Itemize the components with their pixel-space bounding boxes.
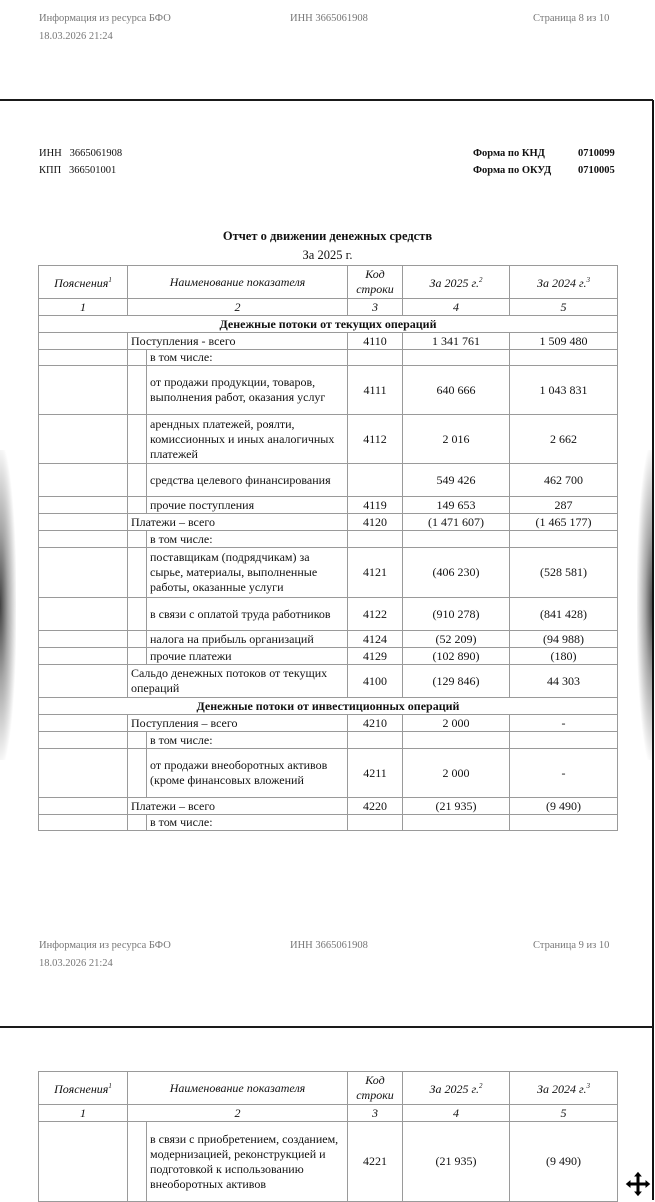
knd-label: Форма по КНД xyxy=(473,148,545,159)
notes-cell xyxy=(39,464,128,497)
section-row xyxy=(39,698,618,715)
table-header-row xyxy=(39,1072,618,1105)
indent-cell xyxy=(128,350,147,366)
value-previous xyxy=(510,350,618,366)
col-number: 3 xyxy=(348,1105,403,1122)
page-separator xyxy=(0,1026,653,1028)
row-name: в связи с оплатой труда работников xyxy=(147,598,348,631)
value-current: 640 666 xyxy=(403,366,510,415)
notes-cell xyxy=(39,715,128,732)
value-previous: (94 988) xyxy=(510,631,618,648)
page-number: Страница 9 из 10 xyxy=(533,940,610,951)
knd-value: 0710099 xyxy=(578,148,615,159)
table-row xyxy=(39,665,618,698)
col-number: 3 xyxy=(348,299,403,316)
row-name: в том числе: xyxy=(147,531,348,548)
section-row xyxy=(39,316,618,333)
row-name: прочие платежи xyxy=(147,648,348,665)
row-name: от продажи внеоборотных активов (кроме финансовых вложений xyxy=(147,749,348,798)
value-previous: 462 700 xyxy=(510,464,618,497)
notes-cell xyxy=(39,531,128,548)
value-previous: (180) xyxy=(510,648,618,665)
value-previous: (1 465 177) xyxy=(510,514,618,531)
value-current: (406 230) xyxy=(403,548,510,598)
col-header-name: Наименование показателя xyxy=(128,1072,348,1105)
value-current: (910 278) xyxy=(403,598,510,631)
notes-cell xyxy=(39,665,128,698)
value-previous: (841 428) xyxy=(510,598,618,631)
table-row xyxy=(39,648,618,665)
table-row xyxy=(39,415,618,464)
col-header-notes: Пояснения$^1$ xyxy=(39,1072,128,1105)
section-investing: Денежные потоки от инвестиционных операций xyxy=(39,698,618,715)
value-current xyxy=(403,350,510,366)
value-current: (21 935) xyxy=(403,798,510,815)
value-previous: 1 509 480 xyxy=(510,333,618,350)
notes-cell xyxy=(39,548,128,598)
notes-cell xyxy=(39,815,128,831)
row-name: налога на прибыль организаций xyxy=(147,631,348,648)
value-previous: (528 581) xyxy=(510,548,618,598)
col-number: 5 xyxy=(510,299,618,316)
table-row xyxy=(39,548,618,598)
source-label: Информация из ресурса БФО xyxy=(39,13,171,24)
okud-value: 0710005 xyxy=(578,165,615,176)
indent-cell xyxy=(128,531,147,548)
value-previous: - xyxy=(510,715,618,732)
row-name: Поступления - всего xyxy=(128,333,348,350)
cash-flow-table-continued xyxy=(38,1071,618,1202)
cash-flow-table xyxy=(38,265,618,831)
value-current: (52 209) xyxy=(403,631,510,648)
indent-cell xyxy=(128,464,147,497)
col-number: 4 xyxy=(403,1105,510,1122)
notes-cell xyxy=(39,415,128,464)
col-number: 1 xyxy=(39,1105,128,1122)
col-header-name: Наименование показателя xyxy=(128,266,348,299)
notes-cell xyxy=(39,648,128,665)
table-row xyxy=(39,497,618,514)
notes-cell xyxy=(39,497,128,514)
header-inn: ИНН 3665061908 xyxy=(290,940,368,951)
report-title: Отчет о движении денежных средств xyxy=(222,229,433,243)
table-row xyxy=(39,598,618,631)
value-previous xyxy=(510,531,618,548)
row-code: 4124 xyxy=(348,631,403,648)
move-cursor-icon xyxy=(624,1170,652,1198)
value-current: (1 471 607) xyxy=(403,514,510,531)
notes-cell xyxy=(39,366,128,415)
indent-cell xyxy=(128,732,147,749)
value-current: 149 653 xyxy=(403,497,510,514)
section-operating: Денежные потоки от текущих операций xyxy=(39,316,618,333)
value-previous: 1 043 831 xyxy=(510,366,618,415)
indent-cell xyxy=(128,749,147,798)
col-header-code: Код строки xyxy=(348,1072,403,1105)
value-current: 2 000 xyxy=(403,715,510,732)
company-ids xyxy=(39,145,122,179)
row-name: в том числе: xyxy=(147,350,348,366)
value-current: 2 000 xyxy=(403,749,510,798)
col-header-code: Код строки xyxy=(348,266,403,299)
table-row xyxy=(39,798,618,815)
notes-cell xyxy=(39,1122,128,1202)
indent-cell xyxy=(128,497,147,514)
kpp-value: 366501001 xyxy=(69,165,117,176)
generated-datetime: 18.03.2026 21:24 xyxy=(39,31,113,42)
row-name: в том числе: xyxy=(147,815,348,831)
row-name: поставщикам (подрядчикам) за сырье, материалы, выполненные работы, оказанные услуги xyxy=(147,548,348,598)
indent-cell xyxy=(128,648,147,665)
indent-cell xyxy=(128,548,147,598)
table-row xyxy=(39,815,618,831)
row-name: арендных платежей, роялти, комиссионных и иных аналогичных платежей xyxy=(147,415,348,464)
generated-datetime: 18.03.2026 21:24 xyxy=(39,958,113,969)
page-number: Страница 8 из 10 xyxy=(533,13,610,24)
row-name: Платежи – всего xyxy=(128,514,348,531)
col-header-previous: За 2024 г.$^3$ xyxy=(510,266,618,299)
inn-label: ИНН xyxy=(39,148,62,159)
col-number: 5 xyxy=(510,1105,618,1122)
notes-cell xyxy=(39,598,128,631)
value-current: (21 935) xyxy=(403,1122,510,1202)
col-header-current: За 2025 г.$^2$ xyxy=(403,1072,510,1105)
column-number-row xyxy=(39,1105,618,1122)
value-current xyxy=(403,732,510,749)
table-row xyxy=(39,732,618,749)
value-previous xyxy=(510,732,618,749)
row-name: от продажи продукции, товаров, выполнения работ, оказания услуг xyxy=(147,366,348,415)
row-code xyxy=(348,464,403,497)
table-row xyxy=(39,531,618,548)
row-code: 4210 xyxy=(348,715,403,732)
row-code: 4119 xyxy=(348,497,403,514)
indent-cell xyxy=(128,366,147,415)
viewer-right-border xyxy=(652,100,654,1200)
value-previous: 44 303 xyxy=(510,665,618,698)
table-header-row xyxy=(39,266,618,299)
col-header-notes: Пояснения$^1$ xyxy=(39,266,128,299)
col-number: 4 xyxy=(403,299,510,316)
notes-cell xyxy=(39,333,128,350)
page-edge-shadow-right xyxy=(637,450,653,760)
row-name: в связи с приобретением, созданием, модернизацией, реконструкцией и подготовкой к использованию внеоборотных активов xyxy=(147,1122,348,1202)
indent-cell xyxy=(128,815,147,831)
row-code: 4129 xyxy=(348,648,403,665)
row-code xyxy=(348,350,403,366)
row-code: 4211 xyxy=(348,749,403,798)
row-code: 4121 xyxy=(348,548,403,598)
value-previous: (9 490) xyxy=(510,1122,618,1202)
col-header-current: За 2025 г.$^2$ xyxy=(403,266,510,299)
row-code: 4122 xyxy=(348,598,403,631)
table-row xyxy=(39,514,618,531)
table-row xyxy=(39,366,618,415)
table-row xyxy=(39,749,618,798)
value-previous: - xyxy=(510,749,618,798)
table-row xyxy=(39,715,618,732)
row-code xyxy=(348,815,403,831)
value-current: 2 016 xyxy=(403,415,510,464)
okud-label: Форма по ОКУД xyxy=(473,165,552,176)
value-previous: 2 662 xyxy=(510,415,618,464)
row-name: в том числе: xyxy=(147,732,348,749)
row-name: Сальдо денежных потоков от текущих операций xyxy=(128,665,348,698)
indent-cell xyxy=(128,1122,147,1202)
kpp-label: КПП xyxy=(39,165,62,176)
value-current: (129 846) xyxy=(403,665,510,698)
form-codes xyxy=(473,145,615,179)
source-label: Информация из ресурса БФО xyxy=(39,940,171,951)
value-current: 1 341 761 xyxy=(403,333,510,350)
col-number: 2 xyxy=(128,1105,348,1122)
row-name: средства целевого финансирования xyxy=(147,464,348,497)
row-code: 4110 xyxy=(348,333,403,350)
report-period: За 2025 г. xyxy=(302,248,353,262)
row-code xyxy=(348,732,403,749)
row-name: прочие поступления xyxy=(147,497,348,514)
indent-cell xyxy=(128,415,147,464)
value-previous xyxy=(510,815,618,831)
col-number: 2 xyxy=(128,299,348,316)
row-code xyxy=(348,531,403,548)
value-current: (102 890) xyxy=(403,648,510,665)
notes-cell xyxy=(39,732,128,749)
notes-cell xyxy=(39,631,128,648)
row-code: 4112 xyxy=(348,415,403,464)
indent-cell xyxy=(128,631,147,648)
row-code: 4220 xyxy=(348,798,403,815)
notes-cell xyxy=(39,798,128,815)
page-separator xyxy=(0,99,653,101)
value-current xyxy=(403,815,510,831)
header-inn: ИНН 3665061908 xyxy=(290,13,368,24)
row-code: 4100 xyxy=(348,665,403,698)
indent-cell xyxy=(128,598,147,631)
table-row xyxy=(39,333,618,350)
notes-cell xyxy=(39,514,128,531)
notes-cell xyxy=(39,749,128,798)
table-row xyxy=(39,350,618,366)
row-code: 4221 xyxy=(348,1122,403,1202)
notes-cell xyxy=(39,350,128,366)
value-current xyxy=(403,531,510,548)
value-previous: 287 xyxy=(510,497,618,514)
value-previous: (9 490) xyxy=(510,798,618,815)
row-code: 4111 xyxy=(348,366,403,415)
row-code: 4120 xyxy=(348,514,403,531)
inn-value: 3665061908 xyxy=(69,148,123,159)
column-number-row xyxy=(39,299,618,316)
table-row xyxy=(39,631,618,648)
row-name: Платежи – всего xyxy=(128,798,348,815)
col-number: 1 xyxy=(39,299,128,316)
page-edge-shadow-left xyxy=(0,450,16,760)
col-header-previous: За 2024 г.$^3$ xyxy=(510,1072,618,1105)
table-row xyxy=(39,464,618,497)
table-row xyxy=(39,1122,618,1202)
row-name: Поступления – всего xyxy=(128,715,348,732)
value-current: 549 426 xyxy=(403,464,510,497)
